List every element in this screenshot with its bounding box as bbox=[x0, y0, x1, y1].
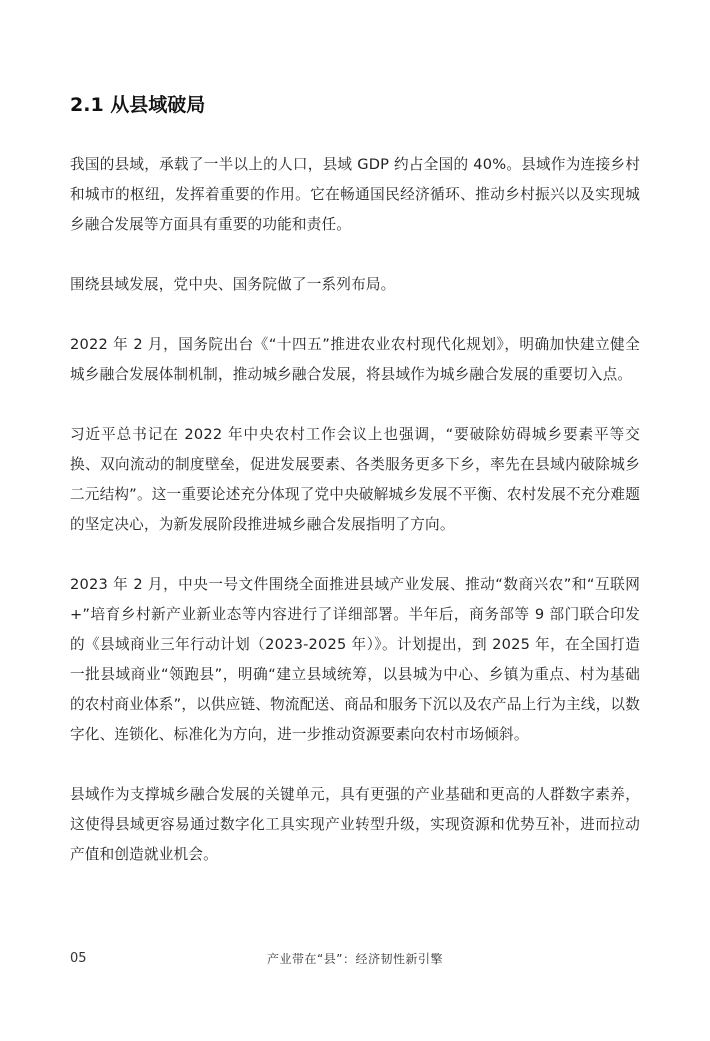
paragraph: 围绕县域发展，党中央、国务院做了一系列布局。 bbox=[70, 276, 396, 293]
section-title: 2.1 从县域破局 bbox=[70, 94, 206, 116]
paragraph: 县域作为支撑城乡融合发展的关键单元，具有更强的产业基础和更高的人群数字素养，这使得县域更容易通过数字化工具实现产业转型升级，实现资源和优势互补，进而拉动产值和创造就业机会。 bbox=[70, 786, 640, 863]
paragraph: 2022 年 2 月，国务院出台《“十四五”推进农业农村现代化规划》，明确加快建立健全城乡融合发展体制机制，推动城乡融合发展，将县域作为城乡融合发展的重要切入点。 bbox=[70, 336, 640, 383]
page-number: 05 bbox=[70, 951, 87, 966]
running-title: 产业带在“县”：经济韧性新引擎 bbox=[267, 952, 443, 966]
paragraph: 2023 年 2 月，中央一号文件围绕全面推进县域产业发展、推动“数商兴农”和“互联网 +”培育乡村新产业新业态等内容进行了详细部署。半年后，商务部等 9 部门联合印发的《县域商业三年行动计划（2023-2025 年）》。计划提出，到 2025 年，在全国打造一批县域商业“领跑县”，明确“建立县域统筹，以县城为中心、乡镇为重点、村为基础的农村商业体系”，以供应链、物流配送、商品和服务下沉以及农产品上行为主线，以数字化、连锁化、标准化为方向，进一步推动资源要素向农村市场倾斜。 bbox=[70, 576, 640, 743]
body-text bbox=[70, 150, 640, 900]
paragraph: 我国的县域，承载了一半以上的人口，县域 GDP 约占全国的 40%。县域作为连接乡村和城市的枢纽，发挥着重要的作用。它在畅通国民经济循环、推动乡村振兴以及实现城乡融合发展等方面具有重要的功能和责任。 bbox=[70, 156, 640, 233]
paragraph: 习近平总书记在 2022 年中央农村工作会议上也强调，“要破除妨碍城乡要素平等交换、双向流动的制度壁垒，促进发展要素、各类服务更多下乡，率先在县域内破除城乡二元结构”。这一重要论述充分体现了党中央破解城乡发展不平衡、农村发展不充分难题的坚定决心，为新发展阶段推进城乡融合发展指明了方向。 bbox=[70, 426, 640, 533]
